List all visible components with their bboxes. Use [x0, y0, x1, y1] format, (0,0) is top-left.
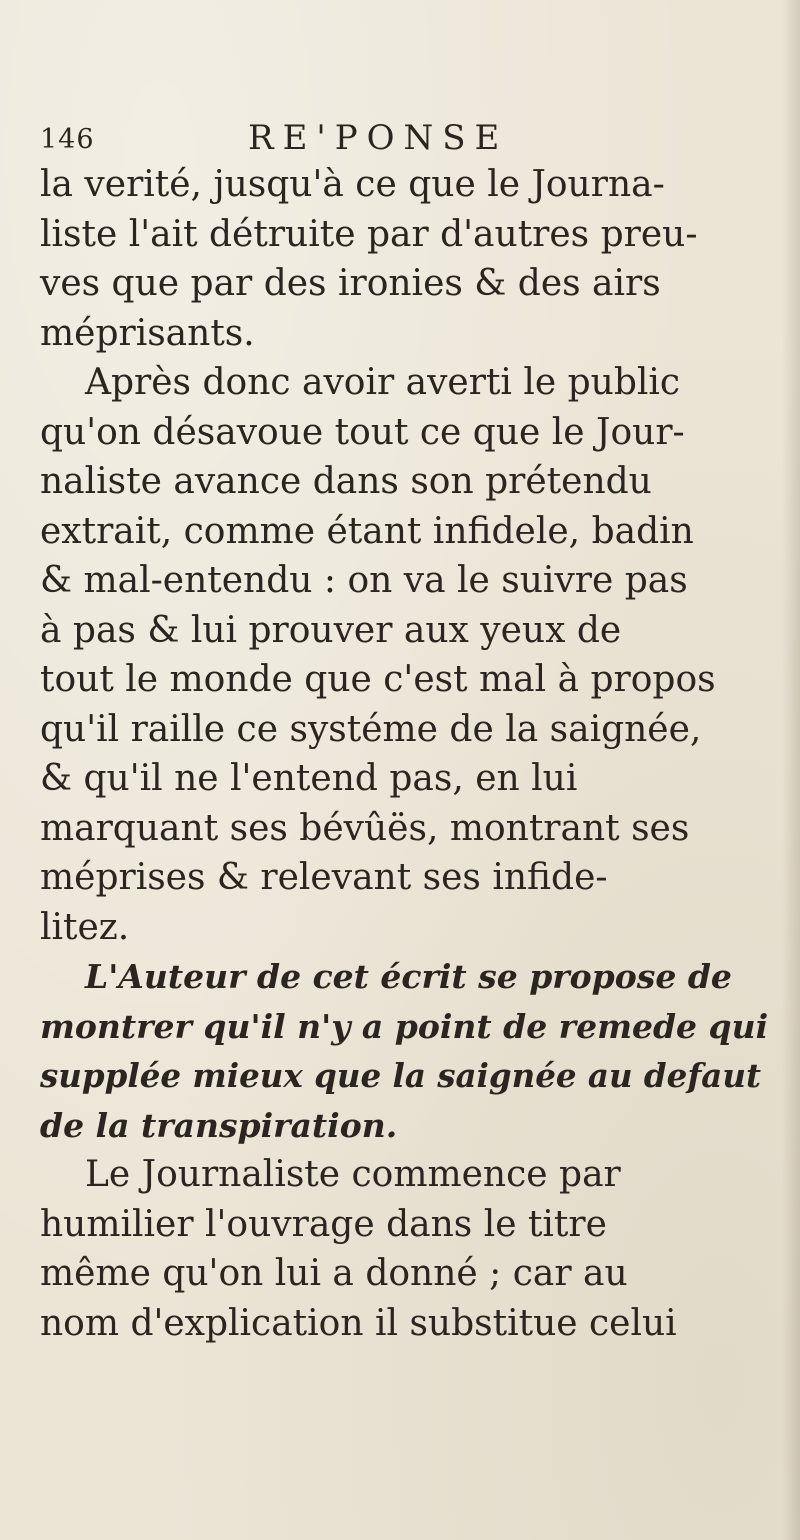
text-line: liste l'ait détruite par d'autres preu- — [40, 213, 698, 255]
italic-heading-line: L'Auteur de cet écrit se propose de — [85, 957, 732, 996]
text-line: Après donc avoir averti le public — [85, 362, 681, 403]
text-line: même qu'on lui a donné ; car au — [40, 1253, 628, 1294]
text-line: Le Journaliste commence par — [85, 1154, 621, 1195]
text-line: qu'il raille ce systéme de la saignée, — [40, 708, 702, 750]
italic-heading-line: montrer qu'il n'y a point de remede qui — [40, 1006, 769, 1046]
text-line: & mal-entendu : on va le suivre pas — [40, 560, 688, 601]
text-line: litez. — [40, 906, 130, 948]
text-line: méprises & relevant ses infide- — [40, 857, 608, 898]
text-line: & qu'il ne l'entend pas, en lui — [40, 758, 578, 799]
text-line: extrait, comme étant infidele, badin — [40, 510, 694, 552]
text-line: nom d'explication il substitue celui — [40, 1302, 677, 1344]
running-head: RE'PONSE — [248, 118, 509, 158]
page-number: 146 — [40, 124, 95, 155]
italic-heading-line: supplée mieux que la saignée au defaut — [40, 1056, 761, 1095]
text-line: marquant ses bévûës, montrant ses — [40, 807, 690, 849]
text-line: ves que par des ironies & des airs — [40, 263, 661, 304]
text-line: naliste avance dans son prétendu — [40, 461, 652, 502]
page-header — [40, 118, 760, 162]
italic-heading-line: de la transpiration. — [40, 1105, 398, 1145]
text-line: méprisants. — [40, 312, 255, 354]
text-line: à pas & lui prouver aux yeux de — [40, 609, 622, 651]
text-line: qu'on désavoue tout ce que le Jour- — [40, 411, 685, 453]
body-text — [40, 160, 770, 1348]
page-edge-shadow — [782, 0, 800, 1540]
text-line: la verité, jusqu'à ce que le Journa- — [40, 164, 665, 205]
text-line: humilier l'ouvrage dans le titre — [40, 1203, 607, 1245]
text-line: tout le monde que c'est mal à propos — [40, 659, 716, 700]
